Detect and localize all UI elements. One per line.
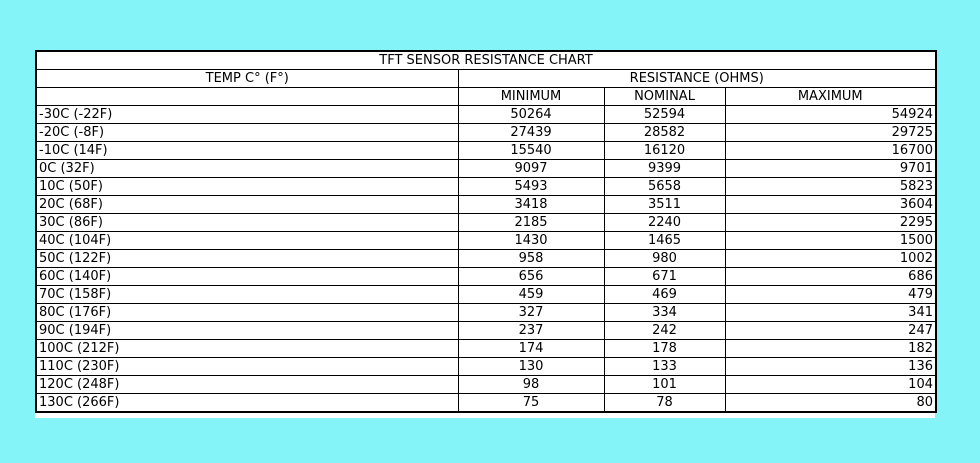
- nominal-cell: 133: [604, 358, 725, 376]
- minimum-cell: 3418: [458, 196, 604, 214]
- temp-cell: 60C (140F): [36, 268, 458, 286]
- minimum-cell: 327: [458, 304, 604, 322]
- minimum-cell: 98: [458, 376, 604, 394]
- nominal-cell: 334: [604, 304, 725, 322]
- maximum-cell: 3604: [725, 196, 936, 214]
- maximum-cell: 686: [725, 268, 936, 286]
- temp-subheader-blank: [36, 88, 458, 106]
- title-row: [36, 51, 936, 70]
- maximum-cell: 54924: [725, 106, 936, 124]
- temp-cell: 100C (212F): [36, 340, 458, 358]
- minimum-cell: 459: [458, 286, 604, 304]
- maximum-cell: 80: [725, 394, 936, 413]
- maximum-cell: 182: [725, 340, 936, 358]
- temp-header: TEMP C° (F°): [36, 70, 458, 88]
- table-row: [36, 304, 936, 322]
- maximum-cell: 1500: [725, 232, 936, 250]
- table-row: [36, 286, 936, 304]
- table-row: [36, 124, 936, 142]
- maximum-cell: 341: [725, 304, 936, 322]
- maximum-cell: 247: [725, 322, 936, 340]
- minimum-cell: 27439: [458, 124, 604, 142]
- nominal-cell: 3511: [604, 196, 725, 214]
- table-row: [36, 322, 936, 340]
- minimum-cell: 237: [458, 322, 604, 340]
- temp-cell: 50C (122F): [36, 250, 458, 268]
- nominal-header: NOMINAL: [604, 88, 725, 106]
- minimum-cell: 2185: [458, 214, 604, 232]
- nominal-cell: 9399: [604, 160, 725, 178]
- nominal-cell: 2240: [604, 214, 725, 232]
- table-row: [36, 358, 936, 376]
- table-row: [36, 160, 936, 178]
- minimum-cell: 174: [458, 340, 604, 358]
- nominal-cell: 16120: [604, 142, 725, 160]
- temp-cell: 30C (86F): [36, 214, 458, 232]
- maximum-cell: 136: [725, 358, 936, 376]
- nominal-cell: 178: [604, 340, 725, 358]
- temp-cell: 110C (230F): [36, 358, 458, 376]
- nominal-cell: 5658: [604, 178, 725, 196]
- table-row: [36, 142, 936, 160]
- temp-cell: -20C (-8F): [36, 124, 458, 142]
- temp-cell: 0C (32F): [36, 160, 458, 178]
- maximum-cell: 16700: [725, 142, 936, 160]
- temp-cell: 10C (50F): [36, 178, 458, 196]
- temp-cell: -10C (14F): [36, 142, 458, 160]
- temp-cell: 70C (158F): [36, 286, 458, 304]
- table-row: [36, 178, 936, 196]
- resistance-chart-table: [35, 50, 937, 413]
- nominal-cell: 78: [604, 394, 725, 413]
- table-row: [36, 394, 936, 413]
- minimum-cell: 1430: [458, 232, 604, 250]
- maximum-header: MAXIMUM: [725, 88, 936, 106]
- table-row: [36, 250, 936, 268]
- nominal-cell: 101: [604, 376, 725, 394]
- table-row: [36, 214, 936, 232]
- maximum-cell: 1002: [725, 250, 936, 268]
- nominal-cell: 469: [604, 286, 725, 304]
- nominal-cell: 671: [604, 268, 725, 286]
- minimum-cell: 130: [458, 358, 604, 376]
- subheader-row: [36, 88, 936, 106]
- nominal-cell: 980: [604, 250, 725, 268]
- temp-cell: 130C (266F): [36, 394, 458, 413]
- minimum-header: MINIMUM: [458, 88, 604, 106]
- table-row: [36, 106, 936, 124]
- temp-cell: 120C (248F): [36, 376, 458, 394]
- maximum-cell: 5823: [725, 178, 936, 196]
- minimum-cell: 5493: [458, 178, 604, 196]
- resistance-header: RESISTANCE (OHMS): [458, 70, 936, 88]
- maximum-cell: 104: [725, 376, 936, 394]
- nominal-cell: 1465: [604, 232, 725, 250]
- minimum-cell: 15540: [458, 142, 604, 160]
- minimum-cell: 50264: [458, 106, 604, 124]
- temp-cell: 20C (68F): [36, 196, 458, 214]
- header-row: [36, 70, 936, 88]
- table-row: [36, 232, 936, 250]
- temp-cell: 40C (104F): [36, 232, 458, 250]
- nominal-cell: 28582: [604, 124, 725, 142]
- temp-cell: 90C (194F): [36, 322, 458, 340]
- temp-cell: -30C (-22F): [36, 106, 458, 124]
- nominal-cell: 52594: [604, 106, 725, 124]
- table-row: [36, 268, 936, 286]
- maximum-cell: 479: [725, 286, 936, 304]
- maximum-cell: 9701: [725, 160, 936, 178]
- nominal-cell: 242: [604, 322, 725, 340]
- chart-title: TFT SENSOR RESISTANCE CHART: [36, 51, 936, 70]
- minimum-cell: 958: [458, 250, 604, 268]
- maximum-cell: 29725: [725, 124, 936, 142]
- table-row: [36, 376, 936, 394]
- minimum-cell: 656: [458, 268, 604, 286]
- maximum-cell: 2295: [725, 214, 936, 232]
- minimum-cell: 75: [458, 394, 604, 413]
- table-row: [36, 340, 936, 358]
- temp-cell: 80C (176F): [36, 304, 458, 322]
- table-row: [36, 196, 936, 214]
- minimum-cell: 9097: [458, 160, 604, 178]
